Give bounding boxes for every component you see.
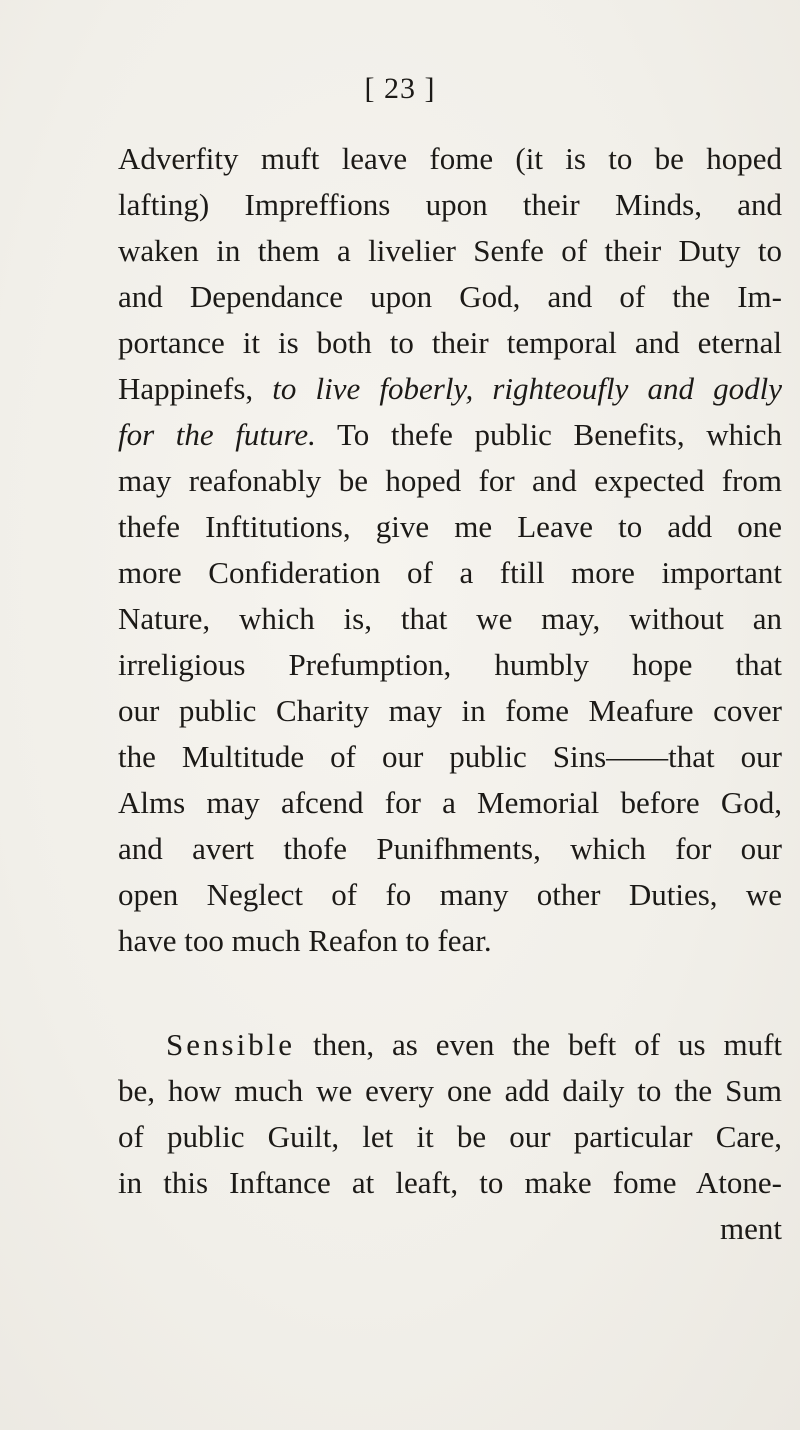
- text-line: more Confideration of a ftill more important: [118, 555, 782, 590]
- text-line: irreligious Prefumption, humbly hope that: [118, 647, 782, 682]
- small-caps-lead-word: Sensible: [166, 1027, 296, 1062]
- page-number: [ 23 ]: [364, 72, 436, 105]
- text-line: Alms may afcend for a Memorial before God,: [118, 785, 782, 820]
- text-line: for the future. To thefe public Benefits, which: [118, 417, 782, 452]
- text-line: open Neglect of fo many other Duties, we: [118, 877, 782, 912]
- text-line: thefe Inftitutions, give me Leave to add one: [118, 509, 782, 544]
- text-line: in this Inftance at leaft, to make fome Atone-: [118, 1165, 782, 1200]
- text-line: be, how much we every one add daily to the Sum: [118, 1073, 782, 1108]
- text-line: and Dependance upon God, and of the Im-: [118, 279, 782, 314]
- text-line: of public Guilt, let it be our particular Care,: [118, 1119, 782, 1154]
- text-line: and avert thofe Punifhments, which for our: [118, 831, 782, 866]
- text-line: may reafonably be hoped for and expected from: [118, 463, 782, 498]
- text-line: lafting) Impreffions upon their Minds, and: [118, 187, 782, 222]
- catchword: ment: [720, 1211, 782, 1246]
- text-line: our public Charity may in fome Meafure cover: [118, 693, 782, 728]
- text-line: Happinefs, to live foberly, righteoufly and godly: [118, 371, 782, 406]
- text-line: have too much Reafon to fear.: [118, 923, 492, 958]
- text-line: waken in them a livelier Senfe of their Duty to: [118, 233, 782, 268]
- italic-text: to live foberly, righteoufly and godly: [272, 371, 782, 406]
- text-line: Sensible then, as even the beft of us muft: [166, 1027, 782, 1062]
- text-line: Adverfity muft leave fome (it is to be hoped: [118, 141, 782, 176]
- text-line: the Multitude of our public Sins——that our: [118, 739, 782, 774]
- text-line: Nature, which is, that we may, without an: [118, 601, 782, 636]
- text-line: portance it is both to their temporal and eternal: [118, 325, 782, 360]
- italic-text: for the future.: [118, 417, 316, 452]
